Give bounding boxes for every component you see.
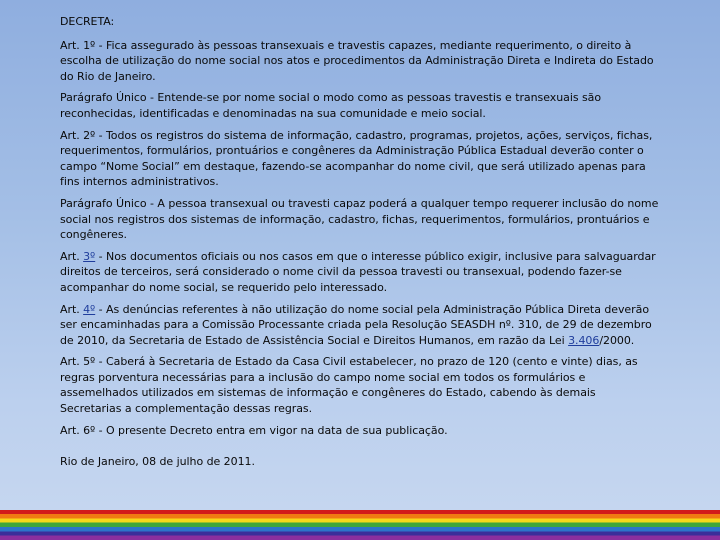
article-4-suffix: /2000. [599, 333, 635, 347]
article-6: Art. 6º - O presente Decreto entra em vigor na data de sua publicação. [60, 423, 448, 437]
article-3 [60, 249, 660, 296]
article-4-text: - As denúncias referentes à não utilização do nome social pela Administração Pública Direta deverão ser encaminhadas para a Comissão Processante criada pela Resolução SEASDH nº. 310, de 29 de dezembro de 2010, da Secretaria de Estado de Assistência Social e Direitos Humanos, em razão da Lei [60, 302, 652, 347]
article-5: Art. 5º - Caberá à Secretaria de Estado da Casa Civil estabelecer, no prazo de 120 (cento e vinte) dias, as regras porventura necessárias para a inclusão do campo nome social em todos os formulários e assemelhados utilizados em sistemas de informação e congêneres do Estado, cabendo às demais Secretarias a complementação dessas regras. [60, 355, 638, 416]
article-4-link[interactable]: 4º [83, 302, 96, 316]
decree-heading: DECRETA: [60, 15, 115, 28]
decree-text [60, 14, 660, 476]
article-2: Art. 2º - Todos os registros do sistema de informação, cadastro, programas, projetos, ações, serviços, fichas, requerimentos, formulários, prontuários e congêneres da Administração Pública Estadual deverão conter o campo “Nome Social” em destaque, fazendo-se acompanhar do nome civil, que será utilizado apenas para fins internos administrativos. [60, 128, 653, 189]
article-1-sole-paragraph: Parágrafo Único - Entende-se por nome social o modo como as pessoas travestis e transexuais são reconhecidas, identificadas e denominadas na sua comunidade e meio social. [60, 91, 602, 120]
article-3-prefix: Art. [60, 249, 84, 263]
article-3-link[interactable]: 3º [83, 249, 96, 263]
article-4 [60, 302, 660, 349]
article-2-sole-paragraph: Parágrafo Único - A pessoa transexual ou travesti capaz poderá a qualquer tempo requerer inclusão do nome social nos registros dos sistemas de informação, cadastro, fichas, requerimentos, formulários, prontuários e congêneres. [60, 196, 659, 242]
article-3-text: - Nos documentos oficiais ou nos casos em que o interesse público exigir, inclusive para salvaguardar direitos de terceiros, será considerado o nome civil da pessoa travesti ou transexual, podendo fazer-se acompanhar do nome social, se requerido pelo interessado. [60, 249, 656, 294]
rainbow-stripe-banner [0, 510, 720, 540]
article-1: Art. 1º - Fica assegurado às pessoas transexuais e travestis capazes, mediante requerimento, o direito à escolha de utilização do nome social nos atos e procedimentos da Administração Direta e Indireta do Estado do Rio de Janeiro. [60, 38, 654, 83]
article-4-prefix: Art. [60, 302, 84, 316]
law-3406-link[interactable]: 3.406 [568, 333, 600, 347]
date-line: Rio de Janeiro, 08 de julho de 2011. [60, 455, 255, 469]
